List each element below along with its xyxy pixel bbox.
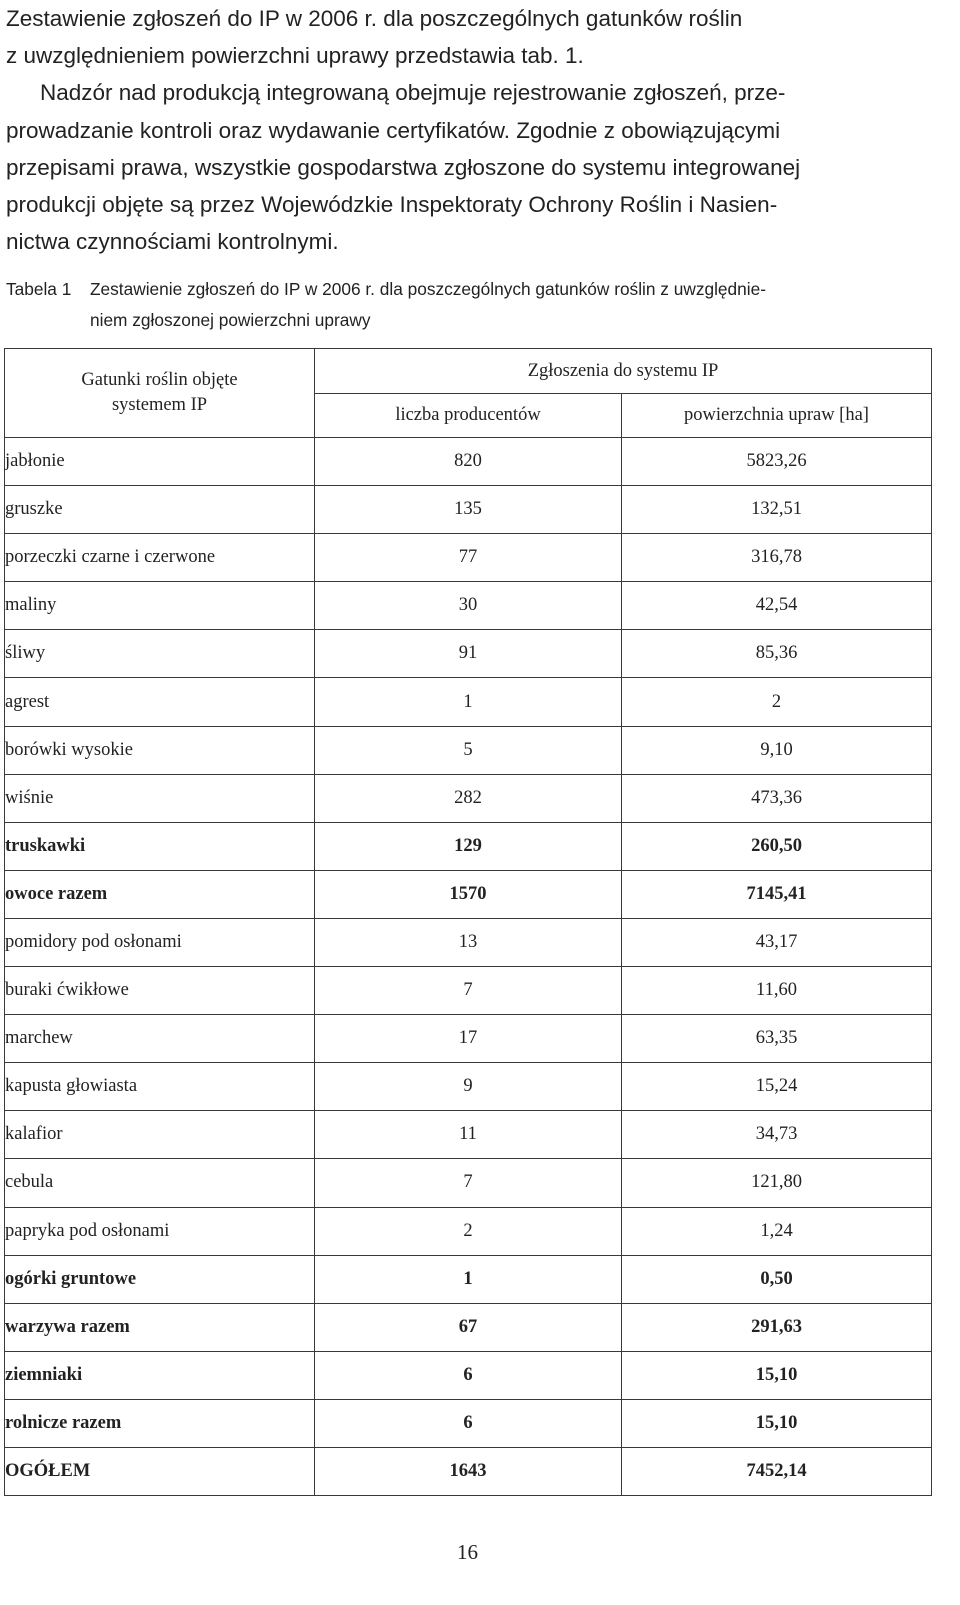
area-cell: 473,36 [622, 774, 932, 822]
table-row [5, 582, 932, 630]
area-cell: 132,51 [622, 486, 932, 534]
species-cell: marchew [5, 1015, 315, 1063]
area-cell: 291,63 [622, 1303, 932, 1351]
table-row [5, 678, 932, 726]
table-caption [6, 274, 951, 336]
area-cell: 63,35 [622, 1015, 932, 1063]
species-cell: papryka pod osłonami [5, 1207, 315, 1255]
producers-cell: 11 [315, 1111, 622, 1159]
producers-cell: 6 [315, 1399, 622, 1447]
species-cell: wiśnie [5, 774, 315, 822]
caption-text-line2: niem zgłoszonej powierzchni uprawy [90, 310, 371, 330]
header-submissions-group: Zgłoszenia do systemu IP [315, 349, 932, 394]
producers-cell: 282 [315, 774, 622, 822]
table-row [5, 870, 932, 918]
table-row [5, 1303, 932, 1351]
header-species-line2: systemem IP [111, 395, 208, 415]
species-cell: maliny [5, 582, 315, 630]
area-cell: 9,10 [622, 726, 932, 774]
intro-line: Nadzór nad produkcją integrowaną obejmuje rejestrowanie zgłoszeń, prze- [40, 80, 786, 106]
intro-line: nictwa czynnościami kontrolnymi. [6, 229, 339, 255]
area-cell: 2 [622, 678, 932, 726]
caption-label: Tabela 1 [6, 279, 72, 299]
species-cell: buraki ćwikłowe [5, 967, 315, 1015]
header-species-line1: Gatunki roślin objęte [81, 370, 238, 390]
species-cell: porzeczki czarne i czerwone [5, 534, 315, 582]
table-row [5, 1351, 932, 1399]
producers-cell: 5 [315, 726, 622, 774]
area-cell: 15,10 [622, 1399, 932, 1447]
area-cell: 15,24 [622, 1063, 932, 1111]
producers-cell: 7 [315, 967, 622, 1015]
species-cell: rolnicze razem [5, 1399, 315, 1447]
species-cell: warzywa razem [5, 1303, 315, 1351]
producers-cell: 1 [315, 678, 622, 726]
species-cell: OGÓŁEM [5, 1447, 315, 1495]
species-cell: ogórki gruntowe [5, 1255, 315, 1303]
producers-cell: 67 [315, 1303, 622, 1351]
producers-cell: 135 [315, 486, 622, 534]
producers-cell: 7 [315, 1159, 622, 1207]
species-cell: owoce razem [5, 870, 315, 918]
area-cell: 121,80 [622, 1159, 932, 1207]
area-cell: 34,73 [622, 1111, 932, 1159]
producers-cell: 13 [315, 918, 622, 966]
table-row [5, 1063, 932, 1111]
producers-cell: 30 [315, 582, 622, 630]
species-cell: agrest [5, 678, 315, 726]
area-cell: 316,78 [622, 534, 932, 582]
species-cell: jabłonie [5, 438, 315, 486]
producers-cell: 129 [315, 822, 622, 870]
producers-cell: 1643 [315, 1447, 622, 1495]
producers-cell: 6 [315, 1351, 622, 1399]
species-cell: borówki wysokie [5, 726, 315, 774]
area-cell: 260,50 [622, 822, 932, 870]
header-area: powierzchnia upraw [ha] [622, 394, 932, 438]
intro-line: z uwzględnieniem powierzchni uprawy przedstawia tab. 1. [6, 43, 584, 69]
table-row [5, 774, 932, 822]
table-row [5, 1111, 932, 1159]
table-row [5, 1159, 932, 1207]
table-row [5, 534, 932, 582]
species-cell: gruszke [5, 486, 315, 534]
header-producers: liczba producentów [315, 394, 622, 438]
intro-paragraph [6, 0, 946, 260]
header-species [5, 349, 315, 438]
producers-cell: 1 [315, 1255, 622, 1303]
producers-cell: 9 [315, 1063, 622, 1111]
ip-submissions-table [4, 348, 932, 1496]
producers-cell: 77 [315, 534, 622, 582]
producers-cell: 820 [315, 438, 622, 486]
area-cell: 11,60 [622, 967, 932, 1015]
producers-cell: 2 [315, 1207, 622, 1255]
area-cell: 7452,14 [622, 1447, 932, 1495]
caption-text-line1: Zestawienie zgłoszeń do IP w 2006 r. dla poszczególnych gatunków roślin z uwzględnie- [90, 279, 766, 299]
table-row [5, 1207, 932, 1255]
species-cell: truskawki [5, 822, 315, 870]
species-cell: cebula [5, 1159, 315, 1207]
species-cell: kapusta głowiasta [5, 1063, 315, 1111]
table-row [5, 486, 932, 534]
table-row [5, 630, 932, 678]
area-cell: 15,10 [622, 1351, 932, 1399]
intro-line: prowadzanie kontroli oraz wydawanie certyfikatów. Zgodnie z obowiązującymi [6, 117, 781, 143]
producers-cell: 91 [315, 630, 622, 678]
species-cell: kalafior [5, 1111, 315, 1159]
area-cell: 7145,41 [622, 870, 932, 918]
intro-line: przepisami prawa, wszystkie gospodarstwa zgłoszone do systemu integrowanej [6, 154, 801, 180]
area-cell: 43,17 [622, 918, 932, 966]
table-row [5, 1447, 932, 1495]
table-row [5, 1015, 932, 1063]
area-cell: 5823,26 [622, 438, 932, 486]
producers-cell: 17 [315, 1015, 622, 1063]
species-cell: ziemniaki [5, 1351, 315, 1399]
species-cell: śliwy [5, 630, 315, 678]
table-row [5, 918, 932, 966]
species-cell: pomidory pod osłonami [5, 918, 315, 966]
intro-line: Zestawienie zgłoszeń do IP w 2006 r. dla poszczególnych gatunków roślin [6, 6, 743, 31]
table-row [5, 967, 932, 1015]
area-cell: 0,50 [622, 1255, 932, 1303]
area-cell: 42,54 [622, 582, 932, 630]
table-row [5, 1399, 932, 1447]
table-row [5, 726, 932, 774]
page-number: 16 [457, 1540, 478, 1564]
table-row [5, 438, 932, 486]
producers-cell: 1570 [315, 870, 622, 918]
intro-line: produkcji objęte są przez Wojewódzkie Inspektoraty Ochrony Roślin i Nasien- [6, 192, 778, 218]
table-row [5, 822, 932, 870]
table-row [5, 1255, 932, 1303]
area-cell: 1,24 [622, 1207, 932, 1255]
area-cell: 85,36 [622, 630, 932, 678]
